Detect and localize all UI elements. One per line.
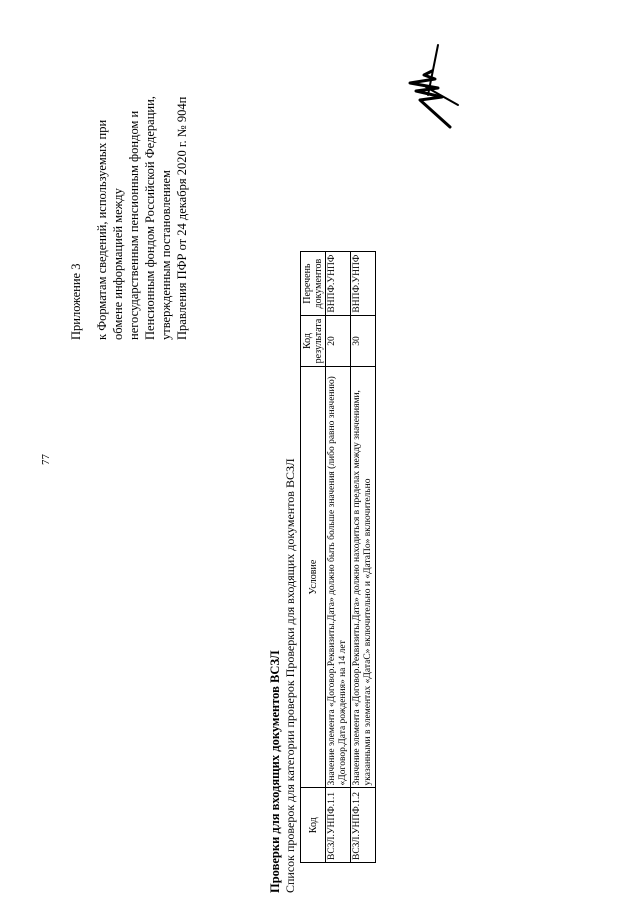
table-row bbox=[351, 252, 376, 863]
cell-condition: Значение элемента «Договор.Реквизиты.Дата» должно быть больше значения (либо равно значению) «Договор.Дата рождения» на 14 лет bbox=[326, 366, 351, 788]
appendix-title: Приложение 3 bbox=[69, 263, 83, 340]
table-row bbox=[326, 252, 351, 863]
header-condition: Условие bbox=[301, 366, 326, 788]
appendix-line: Правления ПФР от 24 декабря 2020 г. № 904п bbox=[175, 96, 189, 340]
checks-table bbox=[300, 251, 376, 863]
header-documents: Перечень документов bbox=[301, 252, 326, 316]
cell-condition: Значение элемента «Договор.Реквизиты.Дата» должно находиться в пределах между значениями, указанными в элементах «ДатаС» включительно и «ДатаПо» включительно bbox=[351, 366, 376, 788]
appendix-line: негосударственным пенсионным фондом и bbox=[127, 110, 141, 340]
cell-code: ВСЗЛ.УНПФ.1.2 bbox=[351, 788, 376, 863]
section-subheading: Список проверок для категории проверок Проверки для входящих документов ВСЗЛ bbox=[283, 458, 297, 893]
cell-documents: ВНПФ.УНПФ bbox=[326, 252, 351, 316]
header-code: Код bbox=[301, 788, 326, 863]
table-header-row bbox=[301, 252, 326, 863]
cell-code: ВСЗЛ.УНПФ.1.1 bbox=[326, 788, 351, 863]
appendix-line: Пенсионным фондом Российской Федерации, bbox=[143, 96, 157, 340]
cell-result-code: 20 bbox=[326, 316, 351, 367]
handwritten-signature bbox=[380, 35, 480, 135]
section-heading: Проверки для входящих документов ВСЗЛ bbox=[268, 650, 282, 893]
cell-result-code: 30 bbox=[351, 316, 376, 367]
cell-documents: ВНПФ.УНПФ bbox=[351, 252, 376, 316]
header-result-code: Код результата bbox=[301, 316, 326, 367]
appendix-block bbox=[68, 10, 190, 340]
appendix-line: утвержденным постановлением bbox=[159, 170, 173, 340]
appendix-line: к Форматам сведений, используемых при bbox=[95, 119, 109, 340]
page-number: 77 bbox=[40, 454, 52, 465]
appendix-line: обмене информацией между bbox=[111, 188, 125, 340]
